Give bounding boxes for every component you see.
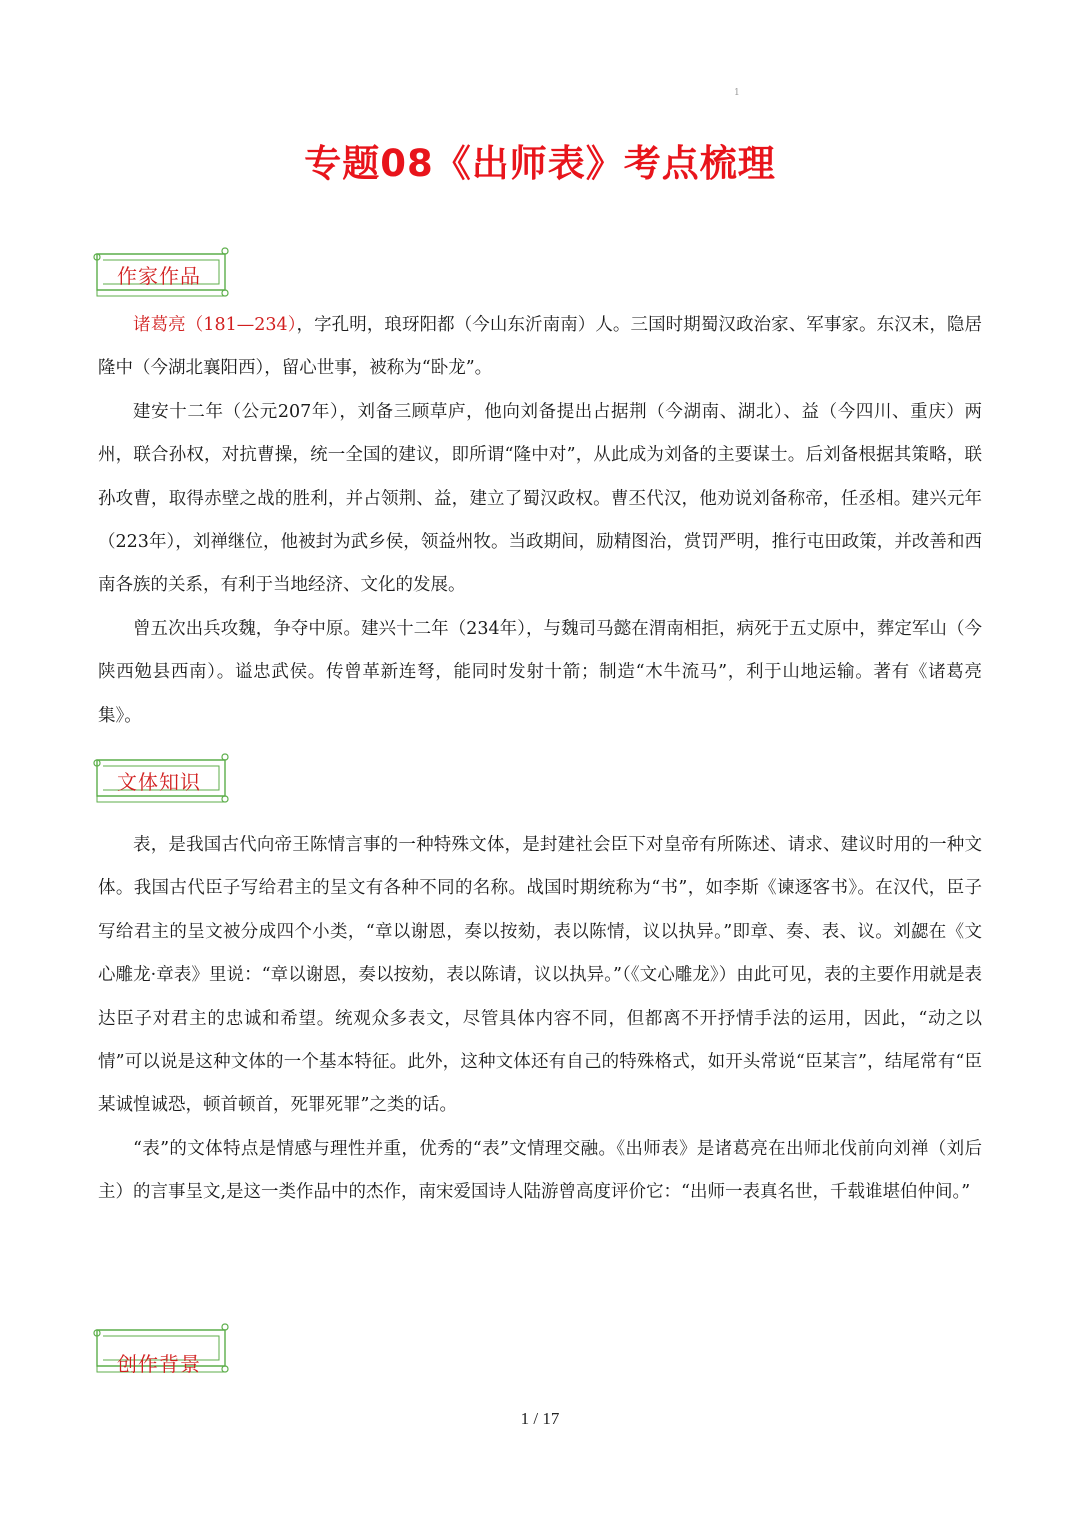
paragraph-text: 建安十二年（公元207年），刘备三顾草庐，他向刘备提出占据荆（今湖南、湖北）、益（今四川、重庆）两州，联合孙权，对抗曹操，统一全国的建议，即所谓“隆中对”，从此成为刘备的主要谋士。后刘备根据其策略，联孙攻曹，取得赤壁之战的胜利，并占领荆、益，建立了蜀汉政权。曹丕代汉，他劝说刘备称帝，任丞相。建兴元年（223年），刘禅继位，他被封为武乡侯，领益州牧。当政期间，励精图治，赏罚严明，推行屯田政策，并改善和西南各族的关系，有利于当地经济、文化的发展。 <box>98 401 982 596</box>
section-author-works <box>98 304 982 738</box>
page-mark: 1 <box>734 88 740 98</box>
paragraph-text: 曾五次出兵攻魏，争夺中原。建兴十二年（234年），与魏司马懿在渭南相拒，病死于五丈原中，葬定军山（今陕西勉县西南）。谥忠武侯。传曾革新连弩，能同时发射十箭；制造“木牛流马”，利于山地运输。著有《诸葛亮集》。 <box>98 618 982 726</box>
author-highlight: 诸葛亮（181—234） <box>133 315 297 335</box>
section-tag-label: 作家作品 <box>117 264 201 288</box>
document-title: 专题08《出师表》考点梳理 <box>304 142 776 185</box>
page-number: 1 / 17 <box>520 1409 560 1428</box>
section-tag-background <box>91 1322 231 1378</box>
paragraph <box>98 1128 982 1215</box>
paragraph-text: ，字孔明，琅玡阳都（今山东沂南南）人。三国时期蜀汉政治家、军事家。东汉末，隐居隆中（今湖北襄阳西），留心世事，被称为“卧龙”。 <box>98 315 982 379</box>
paragraph-text: “表”的文体特点是情感与理性并重，优秀的“表”文情理交融。《出师表》是诸葛亮在出师北伐前向刘禅（刘后主）的言事呈文,是这一类作品中的杰作，南宋爱国诗人陆游曾高度评价它：“出师一表真名世，千载谁堪伯仲间。” <box>98 1138 982 1203</box>
section-tag-label: 创作背景 <box>117 1352 201 1376</box>
section-tag-genre-knowledge <box>91 752 231 808</box>
section-tag-label: 文体知识 <box>117 770 201 794</box>
paragraph <box>98 391 982 608</box>
paragraph <box>98 304 982 391</box>
section-tag-author-works <box>91 246 231 302</box>
paragraph-text: 表，是我国古代向帝王陈情言事的一种特殊文体，是封建社会臣下对皇帝有所陈述、请求、建议时用的一种文体。我国古代臣子写给君主的呈文有各种不同的名称。战国时期统称为“书”，如李斯《谏逐客书》。在汉代，臣子写给君主的呈文被分成四个小类，“章以谢恩，奏以按劾，表以陈情，议以执异。”即章、奏、表、议。刘勰在《文心雕龙·章表》里说：“章以谢恩，奏以按劾，表以陈请，议以执异。”（《文心雕龙》）由此可见，表的主要作用就是表达臣子对君主的忠诚和希望。统观众多表文，尽管具体内容不同，但都离不开抒情手法的运用，因此，“动之以情”可以说是这种文体的一个基本特征。此外，这种文体还有自己的特殊格式，如开头常说“臣某言”，结尾常有“臣某诚惶诚恐，顿首顿首，死罪死罪”之类的话。 <box>98 835 982 1116</box>
paragraph <box>98 824 982 1128</box>
section-genre-knowledge <box>98 824 982 1215</box>
paragraph <box>98 608 982 738</box>
